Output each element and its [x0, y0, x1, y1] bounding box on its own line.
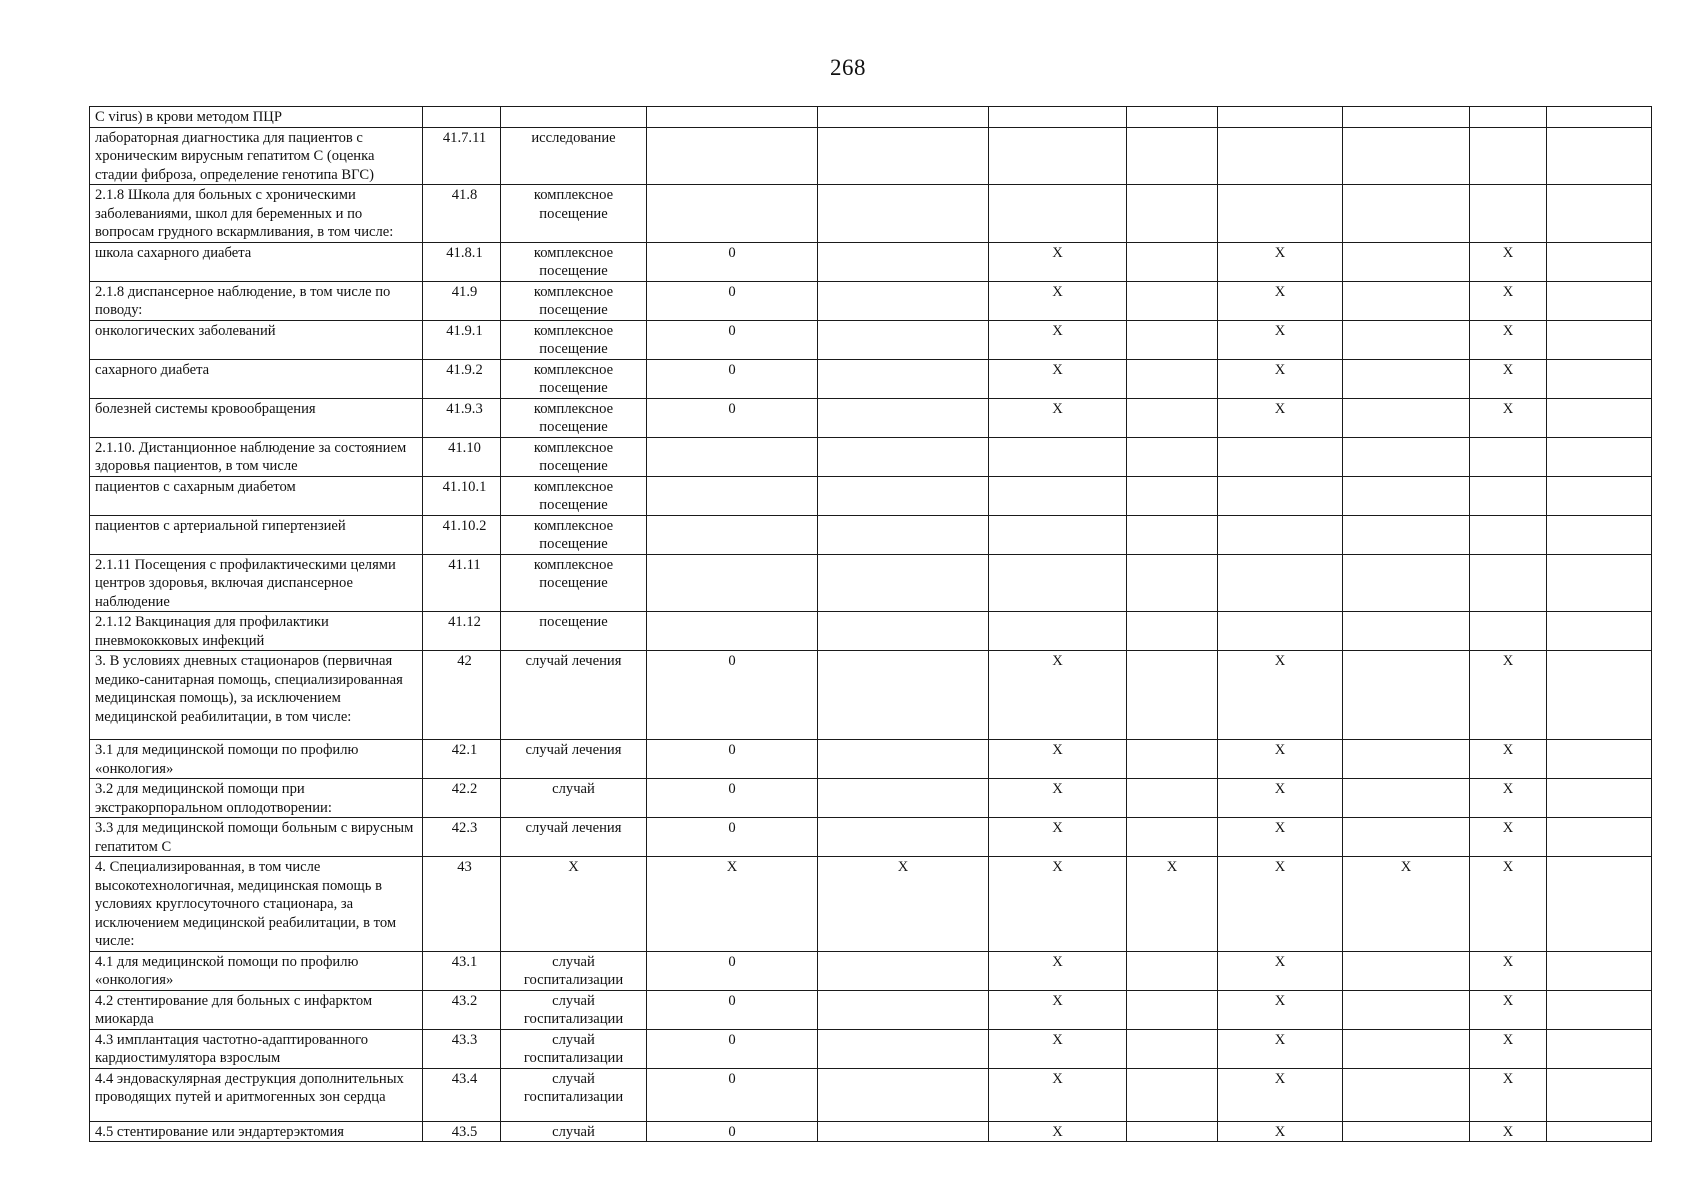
value-cell — [1343, 476, 1470, 515]
table-row — [90, 779, 1652, 818]
value-cell — [818, 651, 989, 740]
value-cell — [1343, 1068, 1470, 1121]
value-cell — [1127, 281, 1218, 320]
value-cell — [1343, 359, 1470, 398]
value-cell: Х — [989, 818, 1127, 857]
row-name-cell: болезней системы кровообращения — [90, 398, 423, 437]
value-cell: 0 — [647, 651, 818, 740]
value-cell: Х — [989, 857, 1127, 952]
row-code-cell: 41.9 — [423, 281, 501, 320]
row-code-cell: 41.8.1 — [423, 242, 501, 281]
value-cell: Х — [1470, 1068, 1547, 1121]
row-unit-cell: случай лечения — [501, 740, 647, 779]
value-cell — [818, 476, 989, 515]
row-unit-cell: комплексное посещение — [501, 554, 647, 612]
value-cell — [1547, 515, 1652, 554]
value-cell: Х — [1127, 857, 1218, 952]
value-cell — [818, 185, 989, 243]
value-cell — [1127, 818, 1218, 857]
value-cell — [818, 1121, 989, 1142]
value-cell — [1127, 651, 1218, 740]
value-cell: Х — [647, 857, 818, 952]
value-cell — [818, 612, 989, 651]
table-row — [90, 1068, 1652, 1121]
value-cell — [989, 107, 1127, 128]
row-unit-cell: случай госпитализации — [501, 990, 647, 1029]
row-unit-cell: комплексное посещение — [501, 281, 647, 320]
value-cell — [1470, 554, 1547, 612]
value-cell: Х — [1470, 951, 1547, 990]
table-row — [90, 107, 1652, 128]
value-cell — [818, 1029, 989, 1068]
value-cell: Х — [1470, 779, 1547, 818]
row-name-cell: 4.4 эндоваскулярная деструкция дополнительных проводящих путей и аритмогенных зон сердца — [90, 1068, 423, 1121]
value-cell: Х — [989, 951, 1127, 990]
value-cell — [1218, 515, 1343, 554]
row-name-cell: сахарного диабета — [90, 359, 423, 398]
row-name-cell: 2.1.10. Дистанционное наблюдение за состоянием здоровья пациентов, в том числе — [90, 437, 423, 476]
value-cell — [1218, 185, 1343, 243]
table-row — [90, 990, 1652, 1029]
value-cell: 0 — [647, 1068, 818, 1121]
value-cell: Х — [1218, 990, 1343, 1029]
value-cell: Х — [989, 990, 1127, 1029]
value-cell: 0 — [647, 990, 818, 1029]
row-code-cell: 43 — [423, 857, 501, 952]
value-cell: 0 — [647, 1121, 818, 1142]
value-cell — [1470, 437, 1547, 476]
value-cell — [1547, 1121, 1652, 1142]
row-code-cell: 43.3 — [423, 1029, 501, 1068]
value-cell — [1547, 127, 1652, 185]
value-cell — [818, 437, 989, 476]
value-cell: Х — [1470, 398, 1547, 437]
row-code-cell — [423, 107, 501, 128]
table-row — [90, 242, 1652, 281]
value-cell: Х — [1218, 740, 1343, 779]
row-code-cell: 41.8 — [423, 185, 501, 243]
value-cell — [1547, 612, 1652, 651]
value-cell — [1343, 127, 1470, 185]
value-cell — [647, 554, 818, 612]
value-cell: Х — [1218, 1068, 1343, 1121]
value-cell: 0 — [647, 1029, 818, 1068]
value-cell — [647, 515, 818, 554]
row-code-cell: 41.11 — [423, 554, 501, 612]
table-row — [90, 320, 1652, 359]
row-code-cell: 41.9.1 — [423, 320, 501, 359]
value-cell — [1470, 612, 1547, 651]
value-cell: 0 — [647, 320, 818, 359]
value-cell — [1127, 359, 1218, 398]
row-code-cell: 42.2 — [423, 779, 501, 818]
value-cell: Х — [1218, 320, 1343, 359]
value-cell: Х — [1470, 320, 1547, 359]
row-unit-cell: случай госпитализации — [501, 1029, 647, 1068]
value-cell — [1127, 1068, 1218, 1121]
row-code-cell: 43.2 — [423, 990, 501, 1029]
value-cell — [1127, 515, 1218, 554]
value-cell — [818, 398, 989, 437]
value-cell: Х — [1218, 1121, 1343, 1142]
value-cell — [1127, 740, 1218, 779]
value-cell — [818, 779, 989, 818]
value-cell — [989, 515, 1127, 554]
value-cell — [1470, 107, 1547, 128]
value-cell — [1218, 476, 1343, 515]
row-unit-cell: комплексное посещение — [501, 185, 647, 243]
row-code-cell: 41.10.1 — [423, 476, 501, 515]
table-row — [90, 127, 1652, 185]
value-cell — [1127, 990, 1218, 1029]
value-cell — [1127, 185, 1218, 243]
row-unit-cell: комплексное посещение — [501, 515, 647, 554]
row-code-cell: 41.9.3 — [423, 398, 501, 437]
row-name-cell: лабораторная диагностика для пациентов с хроническим вирусным гепатитом С (оценка стадии фиброза, определение генотипа ВГС) — [90, 127, 423, 185]
value-cell — [1470, 127, 1547, 185]
value-cell — [1343, 515, 1470, 554]
table-row — [90, 281, 1652, 320]
table-row — [90, 398, 1652, 437]
value-cell: Х — [1470, 1029, 1547, 1068]
value-cell: Х — [1470, 242, 1547, 281]
value-cell — [818, 107, 989, 128]
value-cell — [1127, 951, 1218, 990]
row-name-cell: 4.5 стентирование или эндартерэктомия — [90, 1121, 423, 1142]
value-cell — [1547, 779, 1652, 818]
table-row — [90, 951, 1652, 990]
value-cell — [1127, 779, 1218, 818]
value-cell — [1343, 990, 1470, 1029]
value-cell — [1127, 107, 1218, 128]
value-cell — [1127, 398, 1218, 437]
value-cell — [1343, 242, 1470, 281]
value-cell — [1470, 185, 1547, 243]
value-cell: Х — [1470, 740, 1547, 779]
value-cell — [1127, 612, 1218, 651]
data-table — [89, 106, 1652, 1142]
value-cell — [818, 1068, 989, 1121]
row-name-cell: С virus) в крови методом ПЦР — [90, 107, 423, 128]
value-cell — [1127, 476, 1218, 515]
row-name-cell: 3. В условиях дневных стационаров (первичная медико-санитарная помощь, специализированная медицинская помощь), за исключением медицинской реабилитации, в том числе: — [90, 651, 423, 740]
value-cell: Х — [989, 651, 1127, 740]
table-row — [90, 554, 1652, 612]
value-cell: Х — [1218, 398, 1343, 437]
table-row — [90, 185, 1652, 243]
value-cell: Х — [1470, 818, 1547, 857]
value-cell: Х — [1470, 281, 1547, 320]
value-cell: Х — [989, 740, 1127, 779]
table-row — [90, 1121, 1652, 1142]
value-cell — [1547, 242, 1652, 281]
value-cell: 0 — [647, 242, 818, 281]
row-code-cell: 41.9.2 — [423, 359, 501, 398]
table-row — [90, 740, 1652, 779]
row-unit-cell: комплексное посещение — [501, 320, 647, 359]
row-unit-cell: случай госпитализации — [501, 951, 647, 990]
row-code-cell: 42 — [423, 651, 501, 740]
row-unit-cell: комплексное посещение — [501, 476, 647, 515]
row-name-cell: 4.3 имплантация частотно-адаптированного кардиостимулятора взрослым — [90, 1029, 423, 1068]
value-cell: Х — [1218, 281, 1343, 320]
value-cell — [1547, 818, 1652, 857]
row-name-cell: 2.1.8 Школа для больных с хроническими заболеваниями, школ для беременных и по вопросам грудного вскармливания, в том числе: — [90, 185, 423, 243]
page-number: 268 — [830, 55, 866, 80]
value-cell — [1547, 185, 1652, 243]
value-cell — [1218, 554, 1343, 612]
value-cell — [818, 127, 989, 185]
value-cell: Х — [1470, 359, 1547, 398]
table-row — [90, 476, 1652, 515]
value-cell — [647, 185, 818, 243]
value-cell — [989, 437, 1127, 476]
value-cell: Х — [1218, 651, 1343, 740]
value-cell — [1547, 990, 1652, 1029]
value-cell — [1547, 107, 1652, 128]
table-row — [90, 651, 1652, 740]
row-unit-cell: случай лечения — [501, 818, 647, 857]
value-cell — [1547, 951, 1652, 990]
row-code-cell: 43.1 — [423, 951, 501, 990]
value-cell: Х — [1470, 651, 1547, 740]
value-cell: Х — [989, 1068, 1127, 1121]
value-cell — [1547, 1029, 1652, 1068]
value-cell — [1127, 437, 1218, 476]
row-name-cell: школа сахарного диабета — [90, 242, 423, 281]
value-cell: Х — [818, 857, 989, 952]
value-cell — [1127, 554, 1218, 612]
value-cell — [1547, 857, 1652, 952]
row-unit-cell: комплексное посещение — [501, 242, 647, 281]
value-cell — [647, 612, 818, 651]
value-cell — [818, 515, 989, 554]
value-cell — [1547, 437, 1652, 476]
table-row — [90, 818, 1652, 857]
row-unit-cell — [501, 107, 647, 128]
value-cell: Х — [989, 1121, 1127, 1142]
value-cell — [1343, 651, 1470, 740]
value-cell — [989, 185, 1127, 243]
value-cell — [818, 554, 989, 612]
value-cell — [989, 612, 1127, 651]
value-cell — [1343, 740, 1470, 779]
value-cell — [1343, 1029, 1470, 1068]
row-unit-cell: посещение — [501, 612, 647, 651]
row-unit-cell: комплексное посещение — [501, 398, 647, 437]
value-cell: Х — [989, 242, 1127, 281]
row-code-cell: 43.5 — [423, 1121, 501, 1142]
value-cell — [1343, 1121, 1470, 1142]
row-name-cell: 3.2 для медицинской помощи при экстракорпоральном оплодотворении: — [90, 779, 423, 818]
value-cell: 0 — [647, 281, 818, 320]
value-cell — [1547, 398, 1652, 437]
row-unit-cell: Х — [501, 857, 647, 952]
value-cell — [1127, 1121, 1218, 1142]
row-code-cell: 41.7.11 — [423, 127, 501, 185]
table-row — [90, 359, 1652, 398]
value-cell: Х — [989, 1029, 1127, 1068]
table-row — [90, 437, 1652, 476]
value-cell — [1547, 476, 1652, 515]
value-cell: Х — [1218, 242, 1343, 281]
table-row — [90, 1029, 1652, 1068]
value-cell — [818, 242, 989, 281]
value-cell — [1218, 612, 1343, 651]
value-cell — [1343, 107, 1470, 128]
value-cell — [818, 818, 989, 857]
value-cell: Х — [1218, 818, 1343, 857]
row-unit-cell: комплексное посещение — [501, 437, 647, 476]
value-cell — [1127, 127, 1218, 185]
value-cell — [1547, 1068, 1652, 1121]
row-name-cell: 4. Специализированная, в том числе высокотехнологичная, медицинская помощь в условиях круглосуточного стационара, за исключением медицинской реабилитации, в том числе: — [90, 857, 423, 952]
value-cell — [818, 990, 989, 1029]
value-cell — [1343, 951, 1470, 990]
value-cell — [818, 740, 989, 779]
value-cell — [1547, 554, 1652, 612]
table-row — [90, 612, 1652, 651]
value-cell — [1343, 779, 1470, 818]
row-name-cell: 2.1.12 Вакцинация для профилактики пневмококковых инфекций — [90, 612, 423, 651]
row-unit-cell: случай госпитализации — [501, 1068, 647, 1121]
row-code-cell: 41.10 — [423, 437, 501, 476]
value-cell: 0 — [647, 398, 818, 437]
value-cell — [1218, 437, 1343, 476]
value-cell — [989, 127, 1127, 185]
row-name-cell: 3.1 для медицинской помощи по профилю «онкология» — [90, 740, 423, 779]
row-unit-cell: случай — [501, 1121, 647, 1142]
value-cell — [1470, 476, 1547, 515]
value-cell: Х — [989, 398, 1127, 437]
value-cell — [1547, 359, 1652, 398]
value-cell — [989, 476, 1127, 515]
value-cell — [1343, 185, 1470, 243]
value-cell — [989, 554, 1127, 612]
value-cell — [1343, 398, 1470, 437]
value-cell: 0 — [647, 740, 818, 779]
value-cell — [1343, 320, 1470, 359]
value-cell — [1547, 651, 1652, 740]
value-cell: Х — [1343, 857, 1470, 952]
row-name-cell: 2.1.8 диспансерное наблюдение, в том числе по поводу: — [90, 281, 423, 320]
value-cell — [647, 127, 818, 185]
row-unit-cell: комплексное посещение — [501, 359, 647, 398]
value-cell: Х — [1218, 1029, 1343, 1068]
value-cell: 0 — [647, 779, 818, 818]
table-body — [90, 107, 1652, 1142]
table-row — [90, 857, 1652, 952]
value-cell — [647, 107, 818, 128]
value-cell: Х — [1218, 359, 1343, 398]
value-cell: Х — [1470, 857, 1547, 952]
value-cell — [1127, 1029, 1218, 1068]
value-cell — [647, 437, 818, 476]
value-cell — [1343, 554, 1470, 612]
row-code-cell: 42.1 — [423, 740, 501, 779]
value-cell: Х — [989, 320, 1127, 359]
value-cell: Х — [1218, 857, 1343, 952]
value-cell — [1343, 612, 1470, 651]
row-name-cell: пациентов с сахарным диабетом — [90, 476, 423, 515]
row-name-cell: онкологических заболеваний — [90, 320, 423, 359]
row-unit-cell: случай — [501, 779, 647, 818]
value-cell — [1127, 242, 1218, 281]
value-cell: Х — [989, 359, 1127, 398]
value-cell: 0 — [647, 951, 818, 990]
value-cell — [1547, 281, 1652, 320]
row-code-cell: 42.3 — [423, 818, 501, 857]
value-cell — [1547, 320, 1652, 359]
value-cell — [818, 951, 989, 990]
value-cell: 0 — [647, 818, 818, 857]
value-cell — [818, 320, 989, 359]
value-cell — [1343, 818, 1470, 857]
value-cell — [1470, 515, 1547, 554]
value-cell — [818, 281, 989, 320]
row-unit-cell: исследование — [501, 127, 647, 185]
row-code-cell: 41.10.2 — [423, 515, 501, 554]
value-cell: Х — [989, 779, 1127, 818]
table-row — [90, 515, 1652, 554]
value-cell — [1218, 107, 1343, 128]
value-cell — [818, 359, 989, 398]
value-cell: 0 — [647, 359, 818, 398]
value-cell — [1127, 320, 1218, 359]
value-cell: Х — [1470, 990, 1547, 1029]
row-code-cell: 43.4 — [423, 1068, 501, 1121]
row-name-cell: 2.1.11 Посещения с профилактическими целями центров здоровья, включая диспансерное наблюдение — [90, 554, 423, 612]
value-cell: Х — [989, 281, 1127, 320]
value-cell: Х — [1218, 951, 1343, 990]
value-cell — [1343, 281, 1470, 320]
row-name-cell: 4.1 для медицинской помощи по профилю «онкология» — [90, 951, 423, 990]
value-cell — [1218, 127, 1343, 185]
value-cell — [1343, 437, 1470, 476]
value-cell: Х — [1470, 1121, 1547, 1142]
value-cell: Х — [1218, 779, 1343, 818]
row-name-cell: 4.2 стентирование для больных с инфарктом миокарда — [90, 990, 423, 1029]
value-cell — [1547, 740, 1652, 779]
row-name-cell: пациентов с артериальной гипертензией — [90, 515, 423, 554]
row-unit-cell: случай лечения — [501, 651, 647, 740]
value-cell — [647, 476, 818, 515]
row-name-cell: 3.3 для медицинской помощи больным с вирусным гепатитом С — [90, 818, 423, 857]
row-code-cell: 41.12 — [423, 612, 501, 651]
